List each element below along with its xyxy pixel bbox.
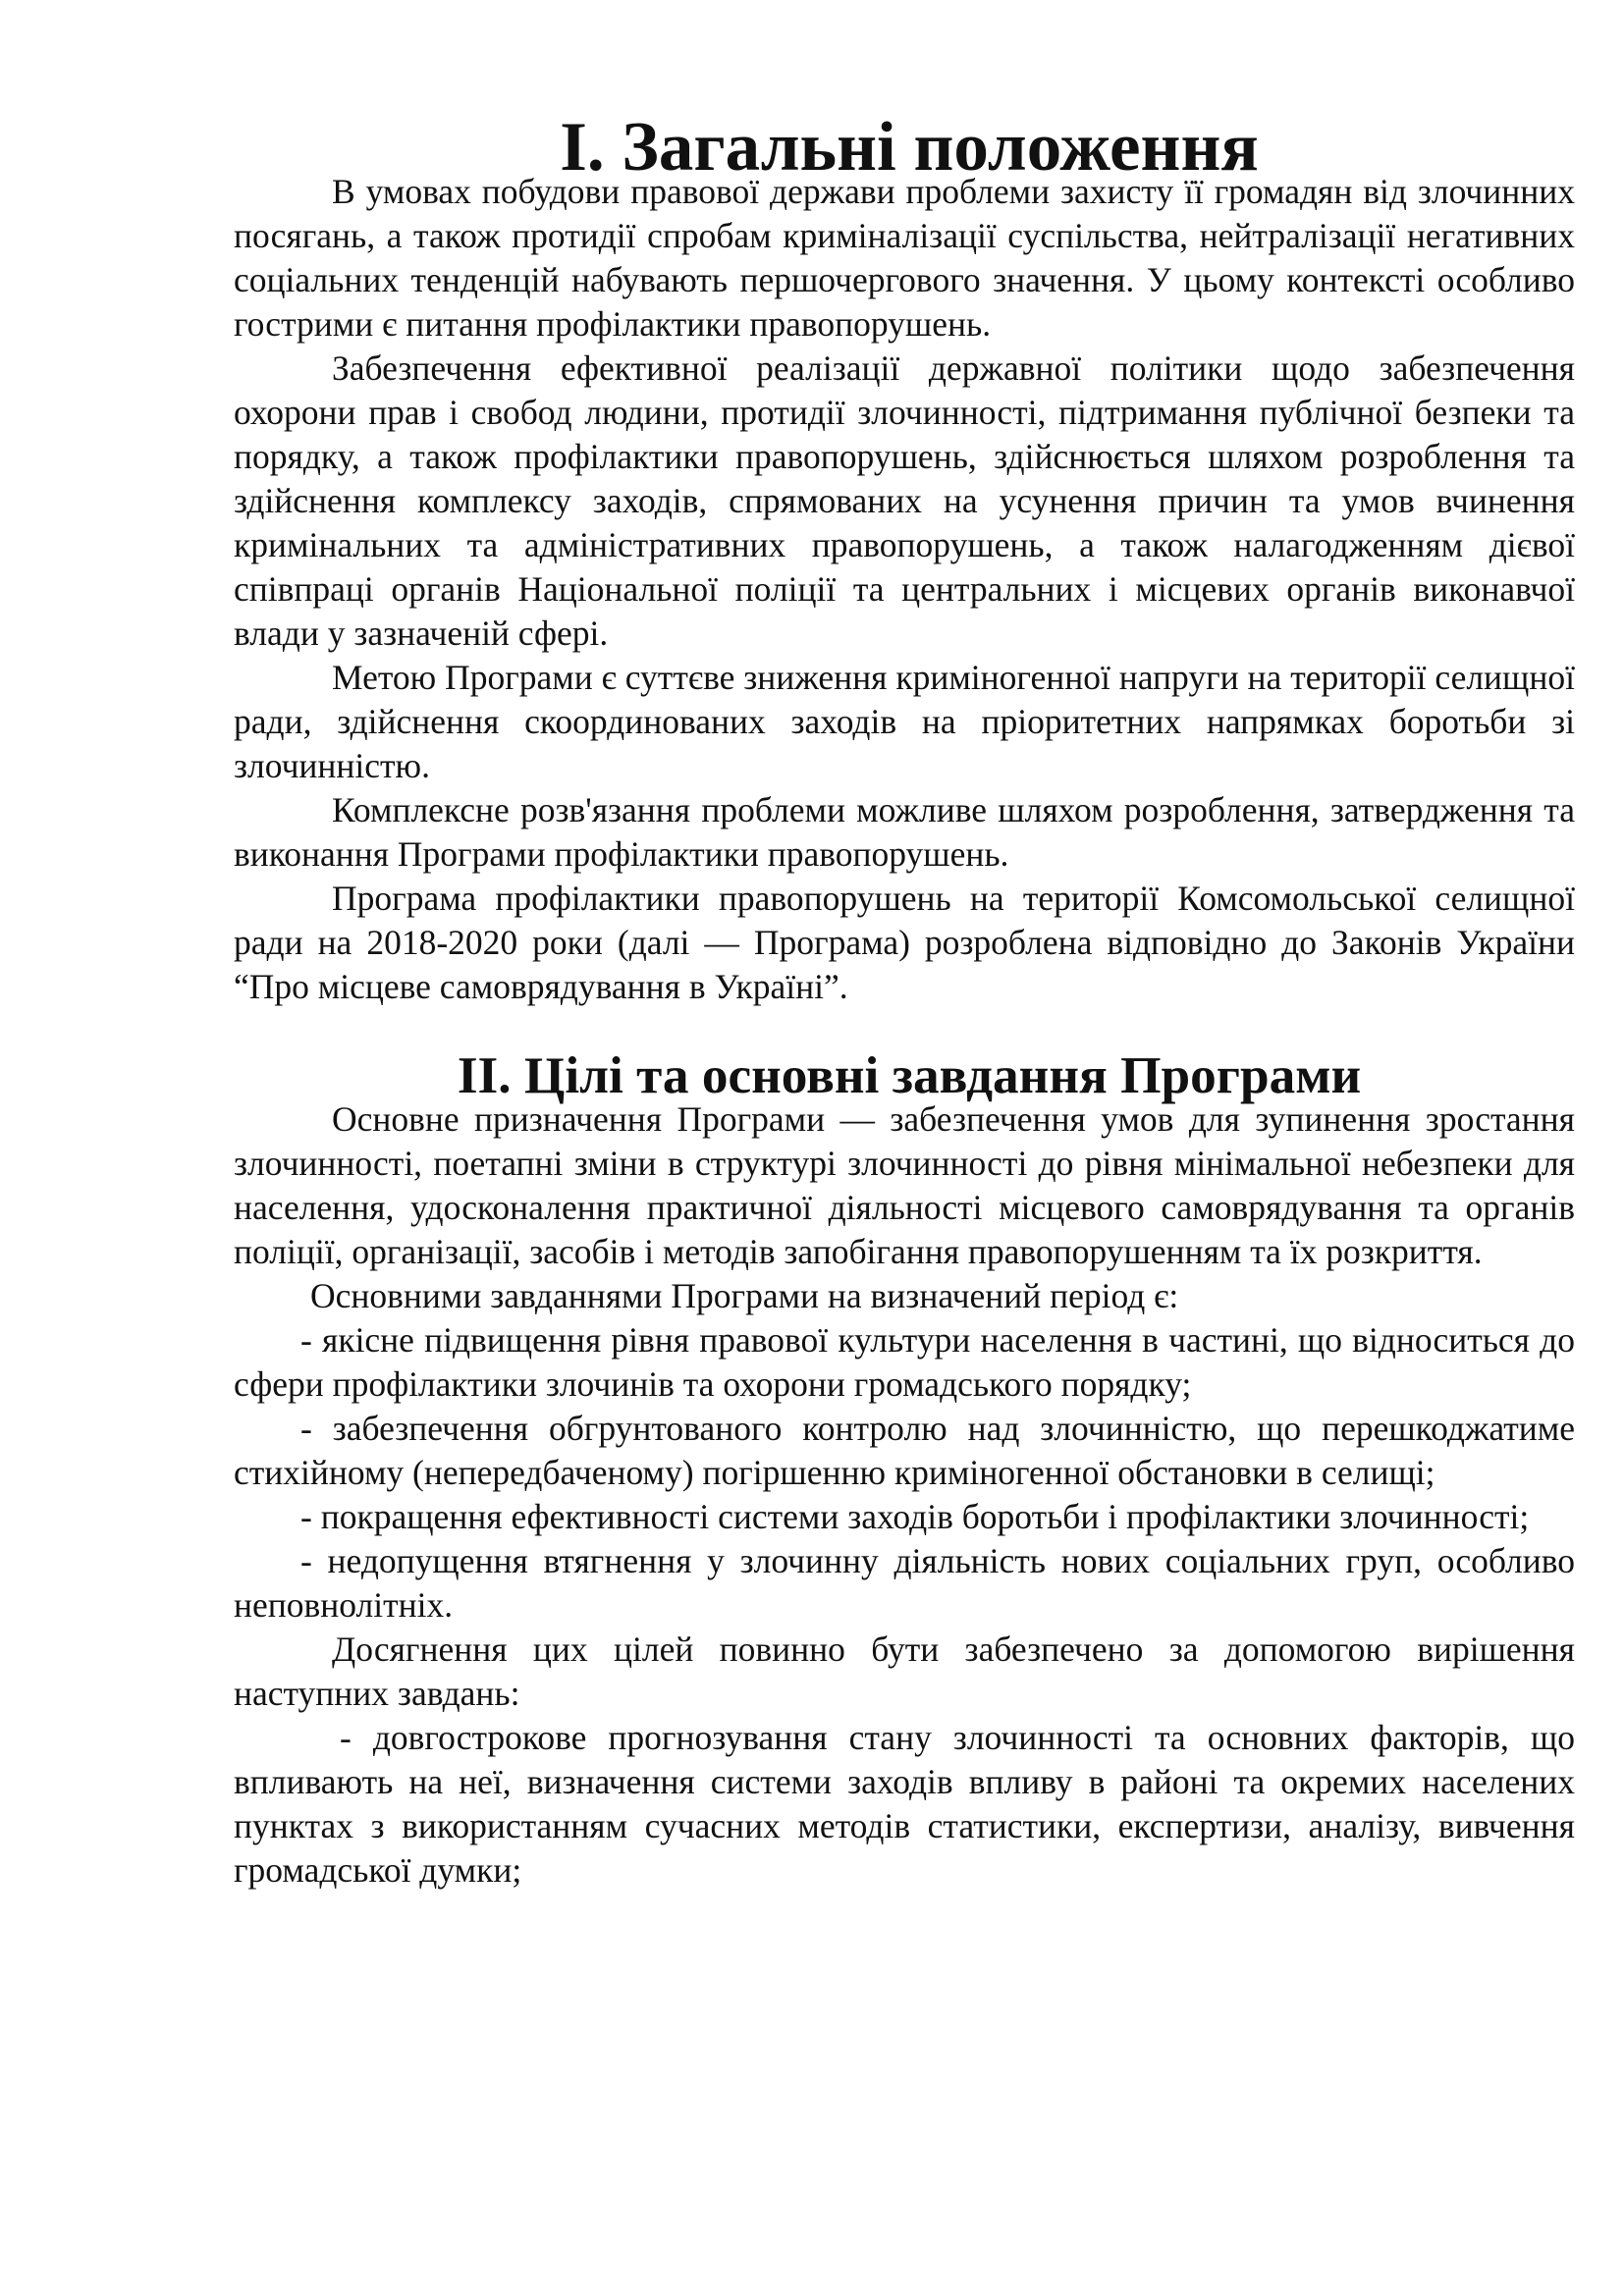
section-1-paragraph-3: Метою Програми є суттєве зниження криміногенної напруги на території селищної ради, здійснення скоординованих заходів на пріоритетних напрямках боротьби зі злочинністю.	[234, 658, 1575, 785]
goal-item: - довгострокове прогнозування стану злочинності та основних факторів, що впливають на неї, визначення системи заходів впливу в районі та окремих населених пунктах з використанням сучасних методів статистики, експертизи, аналізу, вивчення громадської думки;	[234, 1718, 1575, 1890]
section-2-tasks-lead: Основними завданнями Програми на визначений період є:	[310, 1276, 1179, 1315]
section-2-goals-lead: Досягнення цих цілей повинно бути забезпечено за допомогою вирішення наступних завдань:	[234, 1629, 1575, 1713]
section-1-heading: І. Загальні положення	[560, 109, 1259, 186]
task-item: - якісне підвищення рівня правової культури населення в частині, що відноситься до сфери профілактики злочинів та охорони громадського порядку;	[234, 1320, 1575, 1404]
section-1-paragraph-2: Забезпечення ефективної реалізації державної політики щодо забезпечення охорони прав і свобод людини, протидії злочинності, підтримання публічної безпеки та порядку, а також профілактики правопорушень, здійснюється шляхом розроблення та здійснення комплексу заходів, спрямованих на усунення причин та умов вчинення кримінальних та адміністративних правопорушень, а також налагодженням дієвої співпраці органів Національної поліції та центральних і місцевих органів виконавчої влади у зазначеній сфері.	[234, 348, 1575, 653]
section-1-paragraph-1: В умовах побудови правової держави проблеми захисту її громадян від злочинних посягань, а також протидії спробам криміналізації суспільства, нейтралізації негативних соціальних тенденцій набувають першочергового значення. У цьому контексті особливо гострими є питання профілактики правопорушень.	[234, 172, 1575, 344]
section-1-paragraph-5: Програма профілактики правопорушень на території Комсомольської селищної ради на 2018-2020 роки (далі — Програма) розроблена відповідно до Законів України “Про місцеве самоврядування в Україні”.	[234, 879, 1575, 1006]
task-item: - покращення ефективності системи заходів боротьби і профілактики злочинності;	[300, 1497, 1530, 1536]
section-1-paragraph-4: Комплексне розв'язання проблеми можливе шляхом розроблення, затвердження та виконання Програми профілактики правопорушень.	[234, 790, 1575, 874]
task-item: - забезпечення обгрунтованого контролю над злочинністю, що перешкоджатиме стихійному (непередбаченому) погіршенню криміногенної обстановки в селищі;	[234, 1409, 1575, 1492]
task-item: - недопущення втягнення у злочинну діяльність нових соціальних груп, особливо неповнолітніх.	[234, 1541, 1575, 1625]
section-2-intro: Основне призначення Програми — забезпечення умов для зупинення зростання злочинності, поетапні зміни в структурі злочинності до рівня мінімальної небезпеки для населення, удосконалення практичної діяльності місцевого самоврядування та органів поліції, організації, засобів і методів запобігання правопорушенням та їх розкриття.	[234, 1099, 1575, 1271]
section-2-heading: ІІ. Цілі та основні завдання Програми	[457, 1046, 1362, 1104]
document-page	[234, 109, 1575, 1893]
